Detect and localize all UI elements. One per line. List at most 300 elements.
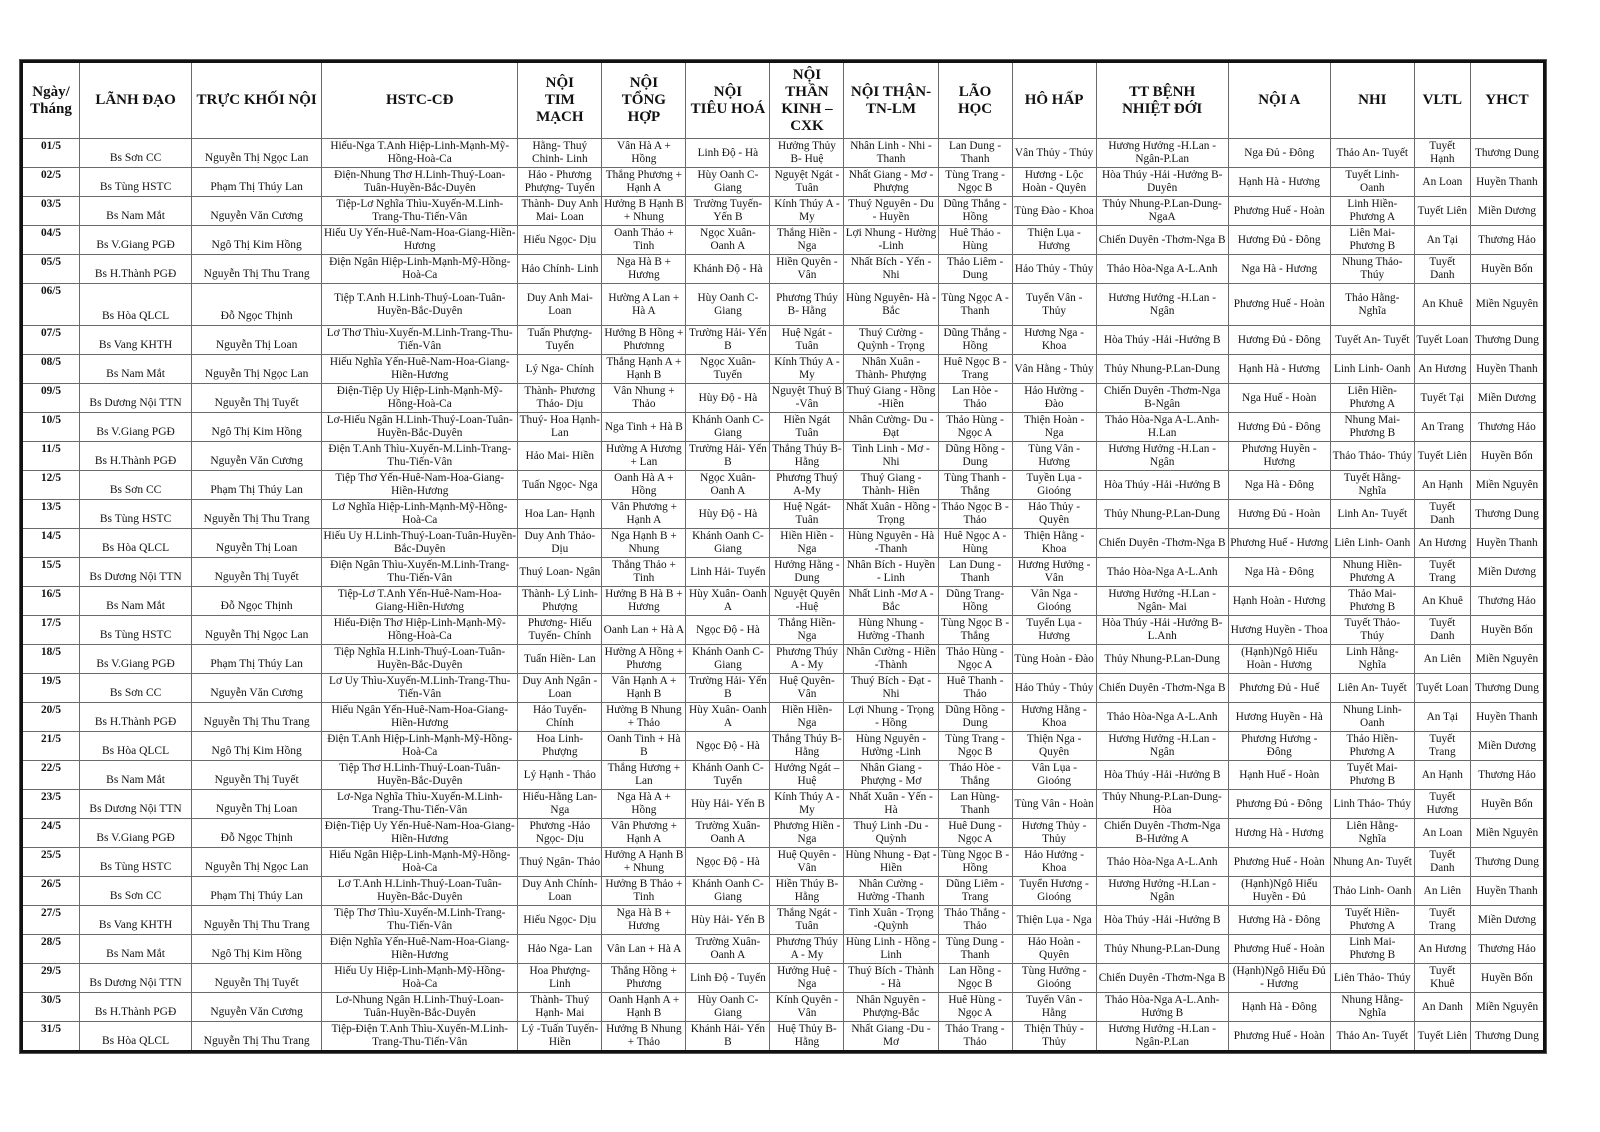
cell-hstc-cd: Tiệp Thơ H.Linh-Thuý-Loan-Tuân-Huyền-Bắc-Duyên: [322, 761, 518, 790]
cell-internal-a: Hương Huyền - Hà: [1228, 703, 1330, 732]
cell-yhct: Miền Dương: [1470, 197, 1544, 226]
cell-gastroenterology: Hùy Oanh C- Giang: [686, 168, 770, 197]
cell-geriatrics: Lan Dung - Thanh: [938, 558, 1012, 587]
cell-cardiology: Phương -Hảo Ngọc- Dịu: [518, 819, 602, 848]
cell-neurology-cxk: Hưởng Thủy B- Huệ: [770, 139, 844, 168]
cell-cardiology: Thuý- Hoa Hạnh- Lan: [518, 413, 602, 442]
cell-vltl: An Liên: [1414, 645, 1470, 674]
cell-tropical-disease-center: Thủy Nhung-P.Lan-Dung: [1096, 645, 1228, 674]
cell-cardiology: Lý Nga- Chính: [518, 355, 602, 384]
cell-hstc-cd: Lơ T.Anh H.Linh-Thuý-Loan-Tuân-Huyền-Bắc-Duyên: [322, 877, 518, 906]
cell-gastroenterology: Hùy Xuân- Oanh A: [686, 587, 770, 616]
cell-general-internal: Thắng Thảo + Tinh: [602, 558, 686, 587]
table-row: [22, 413, 1545, 442]
cell-geriatrics: Huê Thảo - Hùng: [938, 226, 1012, 255]
cell-leader: Bs H.Thành PGĐ: [80, 255, 192, 284]
table-row: [22, 226, 1545, 255]
cell-hstc-cd: Điện T.Anh Hiệp-Linh-Mạnh-Mỹ-Hồng-Hoà-Ca: [322, 732, 518, 761]
cell-gastroenterology: Hùy Xuân- Oanh A: [686, 703, 770, 732]
cell-pediatrics: Thảo Hằng- Nghĩa: [1330, 284, 1414, 326]
cell-leader: Bs Dương Nội TTN: [80, 790, 192, 819]
cell-geriatrics: Lan Hồng - Ngọc B: [938, 964, 1012, 993]
cell-tropical-disease-center: Thủy Nhung-P.Lan-Dung: [1096, 935, 1228, 964]
cell-respiratory: Hương Nga - Khoa: [1012, 326, 1096, 355]
cell-pediatrics: Liên Hằng- Nghĩa: [1330, 819, 1414, 848]
cell-respiratory: Hảo Hoàn - Quyên: [1012, 935, 1096, 964]
cell-geriatrics: Dũng Hồng - Dung: [938, 442, 1012, 471]
cell-yhct: Miền Nguyên: [1470, 993, 1544, 1022]
cell-leader: Bs Nam Mắt: [80, 355, 192, 384]
table-row: [22, 139, 1545, 168]
cell-yhct: Thương Dung: [1470, 139, 1544, 168]
table-row: [22, 674, 1545, 703]
cell-internal-duty: Phạm Thị Thúy Lan: [192, 645, 322, 674]
cell-neurology-cxk: Kính Quyên - Vân: [770, 993, 844, 1022]
cell-pediatrics: Liên Mai- Phương B: [1330, 226, 1414, 255]
cell-cardiology: Duy Anh Ngân - Loan: [518, 674, 602, 703]
cell-general-internal: Hường A Hồng + Phương: [602, 645, 686, 674]
cell-pediatrics: Tuyết Thảo- Thúy: [1330, 616, 1414, 645]
column-header-internal-a: NỘI A: [1228, 62, 1330, 139]
cell-nephrology-tn-lm: Hùng Nguyên- Hà -Bắc: [844, 284, 938, 326]
cell-neurology-cxk: Kính Thúy A - My: [770, 355, 844, 384]
cell-vltl: Tuyết Liên: [1414, 197, 1470, 226]
cell-neurology-cxk: Phương Thúy A - My: [770, 935, 844, 964]
cell-tropical-disease-center: Hương Hưởng -H.Lan - Ngân-P.Lan: [1096, 1022, 1228, 1052]
cell-pediatrics: Nhung Mai- Phương B: [1330, 413, 1414, 442]
cell-respiratory: Tùng Vân - Hoàn: [1012, 790, 1096, 819]
cell-neurology-cxk: Phương Thúy B- Hằng: [770, 284, 844, 326]
cell-cardiology: Duy Anh Chính- Loan: [518, 877, 602, 906]
cell-pediatrics: Linh Hiền- Phương A: [1330, 197, 1414, 226]
cell-vltl: An Tại: [1414, 226, 1470, 255]
cell-vltl: An Khuê: [1414, 587, 1470, 616]
cell-gastroenterology: Trường Hải- Yến B: [686, 326, 770, 355]
table-row: [22, 355, 1545, 384]
cell-tropical-disease-center: Thủy Nhung-P.Lan-Dung-Hòa: [1096, 790, 1228, 819]
cell-respiratory: Hảo Hưởng - Khoa: [1012, 848, 1096, 877]
cell-respiratory: Thiện Lụa - Nga: [1012, 906, 1096, 935]
cell-gastroenterology: Hùy Độ - Hà: [686, 384, 770, 413]
cell-yhct: Thương Dung: [1470, 1022, 1544, 1052]
cell-geriatrics: Thảo Hùng - Ngọc A: [938, 645, 1012, 674]
cell-internal-a: Hương Huyền - Thoa: [1228, 616, 1330, 645]
cell-vltl: Tuyết Danh: [1414, 500, 1470, 529]
cell-internal-duty: Nguyễn Văn Cương: [192, 674, 322, 703]
cell-internal-a: Phương Huế - Hoàn: [1228, 935, 1330, 964]
cell-general-internal: Hường B Nhung + Thảo: [602, 703, 686, 732]
cell-gastroenterology: Ngọc Độ - Hà: [686, 616, 770, 645]
cell-tropical-disease-center: Thảo Hòa-Nga A-L.Anh: [1096, 558, 1228, 587]
cell-general-internal: Hường A Lan + Hà A: [602, 284, 686, 326]
cell-leader: Bs Hòa QLCL: [80, 732, 192, 761]
cell-date: 09/5: [22, 384, 80, 413]
cell-date: 04/5: [22, 226, 80, 255]
cell-pediatrics: Nhung An- Tuyết: [1330, 848, 1414, 877]
cell-general-internal: Thắng Hồng + Phương: [602, 964, 686, 993]
cell-pediatrics: Linh An- Tuyết: [1330, 500, 1414, 529]
cell-internal-duty: Phạm Thị Thúy Lan: [192, 168, 322, 197]
cell-general-internal: Nga Hà A + Hồng: [602, 790, 686, 819]
cell-gastroenterology: Trường Tuyến- Yến B: [686, 197, 770, 226]
cell-geriatrics: Huê Thanh - Thảo: [938, 674, 1012, 703]
cell-internal-a: Nga Hà - Hương: [1228, 255, 1330, 284]
cell-general-internal: Vân Hà A + Hồng: [602, 139, 686, 168]
cell-leader: Bs Hòa QLCL: [80, 284, 192, 326]
cell-general-internal: Vân Nhung + Thảo: [602, 384, 686, 413]
cell-nephrology-tn-lm: Nhân Cường - Hiền -Thành: [844, 645, 938, 674]
cell-tropical-disease-center: Chiến Duyên -Thơm-Nga B: [1096, 964, 1228, 993]
cell-leader: Bs Nam Mắt: [80, 587, 192, 616]
cell-geriatrics: Dũng Liêm - Trang: [938, 877, 1012, 906]
cell-yhct: Huyền Bốn: [1470, 790, 1544, 819]
cell-vltl: An Liên: [1414, 877, 1470, 906]
column-header-nephrology-tn-lm: NỘI THẬN- TN-LM: [844, 62, 938, 139]
cell-general-internal: Hường A Hương + Lan: [602, 442, 686, 471]
cell-neurology-cxk: Thắng Thúy B- Hằng: [770, 442, 844, 471]
cell-geriatrics: Tùng Trang - Ngọc B: [938, 732, 1012, 761]
table-row: [22, 558, 1545, 587]
cell-date: 31/5: [22, 1022, 80, 1052]
cell-neurology-cxk: Thắng Ngát - Tuân: [770, 906, 844, 935]
table-row: [22, 964, 1545, 993]
cell-hstc-cd: Hiếu-Nga T.Anh Hiệp-Linh-Mạnh-Mỹ-Hồng-Hoà-Ca: [322, 139, 518, 168]
cell-yhct: Miền Dương: [1470, 558, 1544, 587]
table-row: [22, 877, 1545, 906]
cell-cardiology: Thành- Lý Linh- Phượng: [518, 587, 602, 616]
cell-pediatrics: Nhung Hằng- Nghĩa: [1330, 993, 1414, 1022]
cell-yhct: Miền Dương: [1470, 906, 1544, 935]
cell-vltl: Tuyết Hương: [1414, 790, 1470, 819]
cell-respiratory: Thiện Thủy - Thủy: [1012, 1022, 1096, 1052]
cell-neurology-cxk: Nguyệt Ngát - Tuân: [770, 168, 844, 197]
cell-yhct: Huyền Thanh: [1470, 168, 1544, 197]
cell-geriatrics: Tùng Trang - Ngọc B: [938, 168, 1012, 197]
cell-cardiology: Hiếu Ngọc- Dịu: [518, 906, 602, 935]
table-row: [22, 993, 1545, 1022]
table-row: [22, 529, 1545, 558]
cell-date: 13/5: [22, 500, 80, 529]
cell-general-internal: Hưởng B Hồng + Phươnng: [602, 326, 686, 355]
table-row: [22, 326, 1545, 355]
cell-gastroenterology: Ngọc Độ - Hà: [686, 732, 770, 761]
cell-general-internal: Vân Phương + Hạnh A: [602, 819, 686, 848]
cell-respiratory: Vân Hằng - Thủy: [1012, 355, 1096, 384]
cell-neurology-cxk: Phương Thuý A-My: [770, 471, 844, 500]
cell-hstc-cd: Lơ-Nhung Ngân H.Linh-Thuý-Loan-Tuân-Huyền-Bắc-Duyên: [322, 993, 518, 1022]
cell-tropical-disease-center: Thảo Hòa-Nga A-L.Anh-Hưởng B: [1096, 993, 1228, 1022]
cell-cardiology: Thành- Duy Anh Mai- Loan: [518, 197, 602, 226]
cell-tropical-disease-center: Hòa Thúy -Hải -Hưởng B: [1096, 761, 1228, 790]
cell-hstc-cd: Lơ-Nga Nghĩa Thìu-Xuyến-M.Linh-Trang-Thu-Tiến-Vân: [322, 790, 518, 819]
cell-general-internal: Thắng Hương + Lan: [602, 761, 686, 790]
cell-tropical-disease-center: Hương Hưởng -H.Lan - Ngân: [1096, 877, 1228, 906]
cell-leader: Bs V.Giang PGĐ: [80, 226, 192, 255]
cell-tropical-disease-center: Thảo Hòa-Nga A-L.Anh-H.Lan: [1096, 413, 1228, 442]
cell-cardiology: Tuấn Phượng- Tuyến: [518, 326, 602, 355]
cell-respiratory: Tùng Hưởng - Gioóng: [1012, 964, 1096, 993]
table-row: [22, 168, 1545, 197]
cell-neurology-cxk: Kính Thúy A - My: [770, 197, 844, 226]
cell-general-internal: Vân Lan + Hà A: [602, 935, 686, 964]
cell-tropical-disease-center: Chiến Duyên -Thơm-Nga B-Hưởng A: [1096, 819, 1228, 848]
column-header-neurology-cxk: NỘI THẦN KINH – CXK: [770, 62, 844, 139]
cell-leader: Bs Dương Nội TTN: [80, 384, 192, 413]
cell-gastroenterology: Hùy Hải- Yến B: [686, 790, 770, 819]
cell-hstc-cd: Điện Nghĩa Yến-Huê-Nam-Hoa-Giang-Hiền-Hương: [322, 935, 518, 964]
cell-date: 08/5: [22, 355, 80, 384]
cell-date: 19/5: [22, 674, 80, 703]
cell-leader: Bs Sơn CC: [80, 139, 192, 168]
cell-leader: Bs H.Thành PGĐ: [80, 703, 192, 732]
cell-gastroenterology: Trường Xuân- Oanh A: [686, 935, 770, 964]
cell-cardiology: Thành- Phương Thảo- Dịu: [518, 384, 602, 413]
cell-neurology-cxk: Hiền Quyên - Vân: [770, 255, 844, 284]
cell-leader: Bs Vang KHTH: [80, 326, 192, 355]
cell-vltl: Tuyết Danh: [1414, 848, 1470, 877]
cell-respiratory: Hương Hưởng - Vân: [1012, 558, 1096, 587]
cell-date: 16/5: [22, 587, 80, 616]
cell-cardiology: Tuấn Hiền- Lan: [518, 645, 602, 674]
cell-vltl: Tuyết Hạnh: [1414, 139, 1470, 168]
cell-neurology-cxk: Phương Hiền - Nga: [770, 819, 844, 848]
cell-neurology-cxk: Hiền Thúy B- Hằng: [770, 877, 844, 906]
cell-internal-duty: Nguyễn Thị Thu Trang: [192, 1022, 322, 1052]
cell-nephrology-tn-lm: Nhất Giang - Mơ - Phượng: [844, 168, 938, 197]
cell-gastroenterology: Khánh Oanh C- Tuyến: [686, 761, 770, 790]
cell-neurology-cxk: Hưởng Ngát – Huệ: [770, 761, 844, 790]
cell-internal-duty: Nguyễn Thị Loan: [192, 790, 322, 819]
cell-date: 05/5: [22, 255, 80, 284]
cell-yhct: Miền Nguyên: [1470, 645, 1544, 674]
cell-internal-duty: Phạm Thị Thúy Lan: [192, 877, 322, 906]
cell-nephrology-tn-lm: Thuý Giang - Thành- Hiền: [844, 471, 938, 500]
column-header-leader: LÃNH ĐẠO: [80, 62, 192, 139]
cell-yhct: Thương Dung: [1470, 500, 1544, 529]
cell-vltl: An Hương: [1414, 355, 1470, 384]
cell-general-internal: Oanh Hà A + Hồng: [602, 471, 686, 500]
cell-tropical-disease-center: Chiến Duyên -Thơm-Nga B: [1096, 529, 1228, 558]
cell-geriatrics: Tùng Dung - Thanh: [938, 935, 1012, 964]
cell-yhct: Huyền Thanh: [1470, 877, 1544, 906]
cell-internal-a: Phương Huế - Hương: [1228, 529, 1330, 558]
cell-cardiology: Hiếu-Hằng Lan- Nga: [518, 790, 602, 819]
cell-cardiology: Hằng- Thuý Chinh- Linh: [518, 139, 602, 168]
cell-cardiology: Hảo Chính- Linh: [518, 255, 602, 284]
cell-leader: Bs V.Giang PGĐ: [80, 413, 192, 442]
cell-nephrology-tn-lm: Thuý Bích - Thành - Hà: [844, 964, 938, 993]
cell-internal-duty: Nguyễn Thị Ngọc Lan: [192, 848, 322, 877]
cell-tropical-disease-center: Hương Hưởng -H.Lan - Ngân: [1096, 284, 1228, 326]
cell-pediatrics: Liên Thảo- Thúy: [1330, 964, 1414, 993]
cell-nephrology-tn-lm: Nhân Nguyên - Phượng-Bắc: [844, 993, 938, 1022]
cell-gastroenterology: Linh Độ - Hà: [686, 139, 770, 168]
cell-respiratory: Thiện Hoàn - Nga: [1012, 413, 1096, 442]
cell-nephrology-tn-lm: Thuý Cường - Quỳnh - Trọng: [844, 326, 938, 355]
cell-pediatrics: Linh Mai- Phương B: [1330, 935, 1414, 964]
cell-hstc-cd: Tiệp-Điện T.Anh Thìu-Xuyến-M.Linh-Trang-Thu-Tiến-Vân: [322, 1022, 518, 1052]
cell-gastroenterology: Linh Độ - Tuyến: [686, 964, 770, 993]
cell-cardiology: Hảo Mai- Hiền: [518, 442, 602, 471]
column-header-vltl: VLTL: [1414, 62, 1470, 139]
cell-respiratory: Hương - Lộc Hoàn - Quyên: [1012, 168, 1096, 197]
cell-hstc-cd: Điện T.Anh Thìu-Xuyến-M.Linh-Trang-Thu-Tiến-Vân: [322, 442, 518, 471]
column-header-gastroenterology: NỘI TIÊU HOÁ: [686, 62, 770, 139]
column-header-date: Ngày/ Tháng: [22, 62, 80, 139]
cell-geriatrics: Thảo Hòe - Thắng: [938, 761, 1012, 790]
cell-general-internal: Oanh Tinh + Hà B: [602, 732, 686, 761]
cell-tropical-disease-center: Chiến Duyên -Thơm-Nga B: [1096, 674, 1228, 703]
cell-hstc-cd: Tiệp Thơ Thìu-Xuyến-M.Linh-Trang-Thu-Tiến-Vân: [322, 906, 518, 935]
cell-respiratory: Hương Hằng - Khoa: [1012, 703, 1096, 732]
cell-yhct: Thương Hảo: [1470, 935, 1544, 964]
cell-cardiology: Duy Anh Mai- Loan: [518, 284, 602, 326]
column-header-general-internal: NỘI TỔNG HỢP: [602, 62, 686, 139]
cell-internal-duty: Nguyễn Thị Thu Trang: [192, 500, 322, 529]
cell-internal-duty: Đỗ Ngọc Thịnh: [192, 819, 322, 848]
cell-internal-duty: Nguyễn Thị Loan: [192, 326, 322, 355]
cell-internal-duty: Nguyễn Thị Ngọc Lan: [192, 355, 322, 384]
cell-geriatrics: Tùng Thanh - Thắng: [938, 471, 1012, 500]
column-header-respiratory: HÔ HẤP: [1012, 62, 1096, 139]
cell-geriatrics: Thảo Ngọc B - Thảo: [938, 500, 1012, 529]
cell-yhct: Miền Nguyên: [1470, 819, 1544, 848]
cell-internal-a: Hương Hà - Hương: [1228, 819, 1330, 848]
table-row: [22, 255, 1545, 284]
cell-general-internal: Nga Hà B + Hương: [602, 255, 686, 284]
cell-nephrology-tn-lm: Nhất Linh -Mơ A -Bắc: [844, 587, 938, 616]
cell-nephrology-tn-lm: Tình Linh - Mơ - Nhi: [844, 442, 938, 471]
cell-leader: Bs Tùng HSTC: [80, 168, 192, 197]
cell-pediatrics: Thảo Mai- Phương B: [1330, 587, 1414, 616]
cell-vltl: An Hương: [1414, 529, 1470, 558]
cell-tropical-disease-center: Thủy Nhung-P.Lan-Dung: [1096, 355, 1228, 384]
cell-vltl: Tuyết Loan: [1414, 326, 1470, 355]
table-row: [22, 471, 1545, 500]
cell-geriatrics: Tùng Ngọc A - Thanh: [938, 284, 1012, 326]
cell-gastroenterology: Hùy Oanh C- Giang: [686, 284, 770, 326]
cell-gastroenterology: Trường Hải- Yến B: [686, 442, 770, 471]
cell-neurology-cxk: Phương Thúy A - My: [770, 645, 844, 674]
table-row: [22, 935, 1545, 964]
table-row: [22, 384, 1545, 413]
cell-internal-duty: Đỗ Ngọc Thịnh: [192, 587, 322, 616]
cell-date: 23/5: [22, 790, 80, 819]
cell-internal-a: Phương Hương - Đông: [1228, 732, 1330, 761]
cell-yhct: Thương Hảo: [1470, 587, 1544, 616]
cell-internal-a: Nga Đủ - Đông: [1228, 139, 1330, 168]
cell-date: 18/5: [22, 645, 80, 674]
table-row: [22, 442, 1545, 471]
cell-geriatrics: Huê Ngọc B - Trang: [938, 355, 1012, 384]
cell-nephrology-tn-lm: Nhân Xuân - Thành- Phượng: [844, 355, 938, 384]
cell-yhct: Miền Dương: [1470, 384, 1544, 413]
table-row: [22, 761, 1545, 790]
cell-geriatrics: Lan Dung - Thanh: [938, 139, 1012, 168]
cell-vltl: Tuyết Tại: [1414, 384, 1470, 413]
cell-date: 24/5: [22, 819, 80, 848]
cell-neurology-cxk: Thắng Hiền- Nga: [770, 616, 844, 645]
cell-hstc-cd: Lơ Uy Thìu-Xuyến-M.Linh-Trang-Thu-Tiến-Vân: [322, 674, 518, 703]
cell-nephrology-tn-lm: Hùng Linh - Hồng - Linh: [844, 935, 938, 964]
cell-hstc-cd: Hiếu Uy H.Linh-Thuý-Loan-Tuân-Huyền-Bắc-Duyên: [322, 529, 518, 558]
cell-hstc-cd: Hiếu Nghĩa Yến-Huê-Nam-Hoa-Giang-Hiền-Hương: [322, 355, 518, 384]
cell-vltl: An Trang: [1414, 413, 1470, 442]
cell-geriatrics: Thảo Thắng - Thảo: [938, 906, 1012, 935]
cell-nephrology-tn-lm: Nhất Bích - Yến - Nhi: [844, 255, 938, 284]
cell-internal-duty: Nguyễn Thị Thu Trang: [192, 906, 322, 935]
cell-pediatrics: Tuyết Hiền- Phương A: [1330, 906, 1414, 935]
cell-pediatrics: Thảo Thảo- Thúy: [1330, 442, 1414, 471]
cell-nephrology-tn-lm: Nhân Linh - Nhi -Thanh: [844, 139, 938, 168]
cell-general-internal: Hưởng A Hạnh B + Nhung: [602, 848, 686, 877]
cell-nephrology-tn-lm: Nhất Xuân - Hồng -Trọng: [844, 500, 938, 529]
cell-nephrology-tn-lm: Hùng Nguyên - Hà -Thanh: [844, 529, 938, 558]
cell-respiratory: Tuyển Vân - Hằng: [1012, 993, 1096, 1022]
cell-pediatrics: Nhung Thảo- Thúy: [1330, 255, 1414, 284]
table-row: [22, 703, 1545, 732]
cell-internal-a: (Hạnh)Ngô Hiếu Đủ - Hương: [1228, 964, 1330, 993]
cell-geriatrics: Huê Ngọc A - Hùng: [938, 529, 1012, 558]
cell-internal-a: Phương Đủ - Đông: [1228, 790, 1330, 819]
cell-nephrology-tn-lm: Hùng Nguyên - Hường -Linh: [844, 732, 938, 761]
cell-gastroenterology: Hùy Oanh C- Giang: [686, 993, 770, 1022]
cell-pediatrics: Tuyết Hằng- Nghĩa: [1330, 471, 1414, 500]
cell-hstc-cd: Tiệp-Lơ Nghĩa Thìu-Xuyến-M.Linh-Trang-Thu-Tiến-Vân: [322, 197, 518, 226]
cell-date: 03/5: [22, 197, 80, 226]
cell-gastroenterology: Ngọc Độ - Hà: [686, 848, 770, 877]
table-row: [22, 732, 1545, 761]
cell-date: 30/5: [22, 993, 80, 1022]
cell-vltl: Tuyết Loan: [1414, 674, 1470, 703]
cell-general-internal: Oanh Lan + Hà A: [602, 616, 686, 645]
cell-internal-duty: Nguyễn Thị Tuyết: [192, 558, 322, 587]
cell-vltl: Tuyết Trang: [1414, 906, 1470, 935]
cell-date: 11/5: [22, 442, 80, 471]
column-header-tropical-disease-center: TT BỆNH NHIỆT ĐỚI: [1096, 62, 1228, 139]
table-row: [22, 587, 1545, 616]
cell-neurology-cxk: Huệ Ngát - Tuân: [770, 326, 844, 355]
cell-respiratory: Thiện Hằng - Khoa: [1012, 529, 1096, 558]
duty-roster-sheet: [20, 60, 1546, 1053]
cell-date: 26/5: [22, 877, 80, 906]
cell-internal-duty: Phạm Thị Thúy Lan: [192, 471, 322, 500]
table-row: [22, 284, 1545, 326]
cell-internal-a: Hạnh Hà - Hương: [1228, 355, 1330, 384]
cell-neurology-cxk: Huệ Quyên - Vân: [770, 848, 844, 877]
cell-tropical-disease-center: Thảo Hòa-Nga A-L.Anh: [1096, 848, 1228, 877]
cell-internal-duty: Đỗ Ngọc Thịnh: [192, 284, 322, 326]
cell-tropical-disease-center: Hòa Thúy -Hải -Hưởng B: [1096, 471, 1228, 500]
cell-neurology-cxk: Nguyệt Thuý B -Vân: [770, 384, 844, 413]
cell-cardiology: Lý -Tuấn Tuyến- Hiền: [518, 1022, 602, 1052]
cell-pediatrics: Nhung Linh- Oanh: [1330, 703, 1414, 732]
cell-internal-duty: Nguyễn Văn Cương: [192, 197, 322, 226]
cell-internal-a: Hương Đủ - Đông: [1228, 326, 1330, 355]
cell-internal-duty: Nguyễn Thị Ngọc Lan: [192, 139, 322, 168]
cell-internal-a: Phương Huế - Hoàn: [1228, 197, 1330, 226]
cell-yhct: Miền Dương: [1470, 732, 1544, 761]
cell-tropical-disease-center: Hương Hưởng -H.Lan - Ngân-P.Lan: [1096, 139, 1228, 168]
cell-tropical-disease-center: Chiến Duyên -Thơm-Nga B: [1096, 226, 1228, 255]
cell-neurology-cxk: Thắng Hiền - Nga: [770, 226, 844, 255]
cell-tropical-disease-center: Hòa Thúy -Hải -Hưởng B: [1096, 326, 1228, 355]
cell-cardiology: Hoa Phượng- Linh: [518, 964, 602, 993]
column-header-cardiology: NỘI TIM MẠCH: [518, 62, 602, 139]
cell-nephrology-tn-lm: Nhất Xuân - Yến - Hà: [844, 790, 938, 819]
cell-gastroenterology: Trường Hải- Yến B: [686, 674, 770, 703]
cell-gastroenterology: Khánh Hải- Yến B: [686, 1022, 770, 1052]
